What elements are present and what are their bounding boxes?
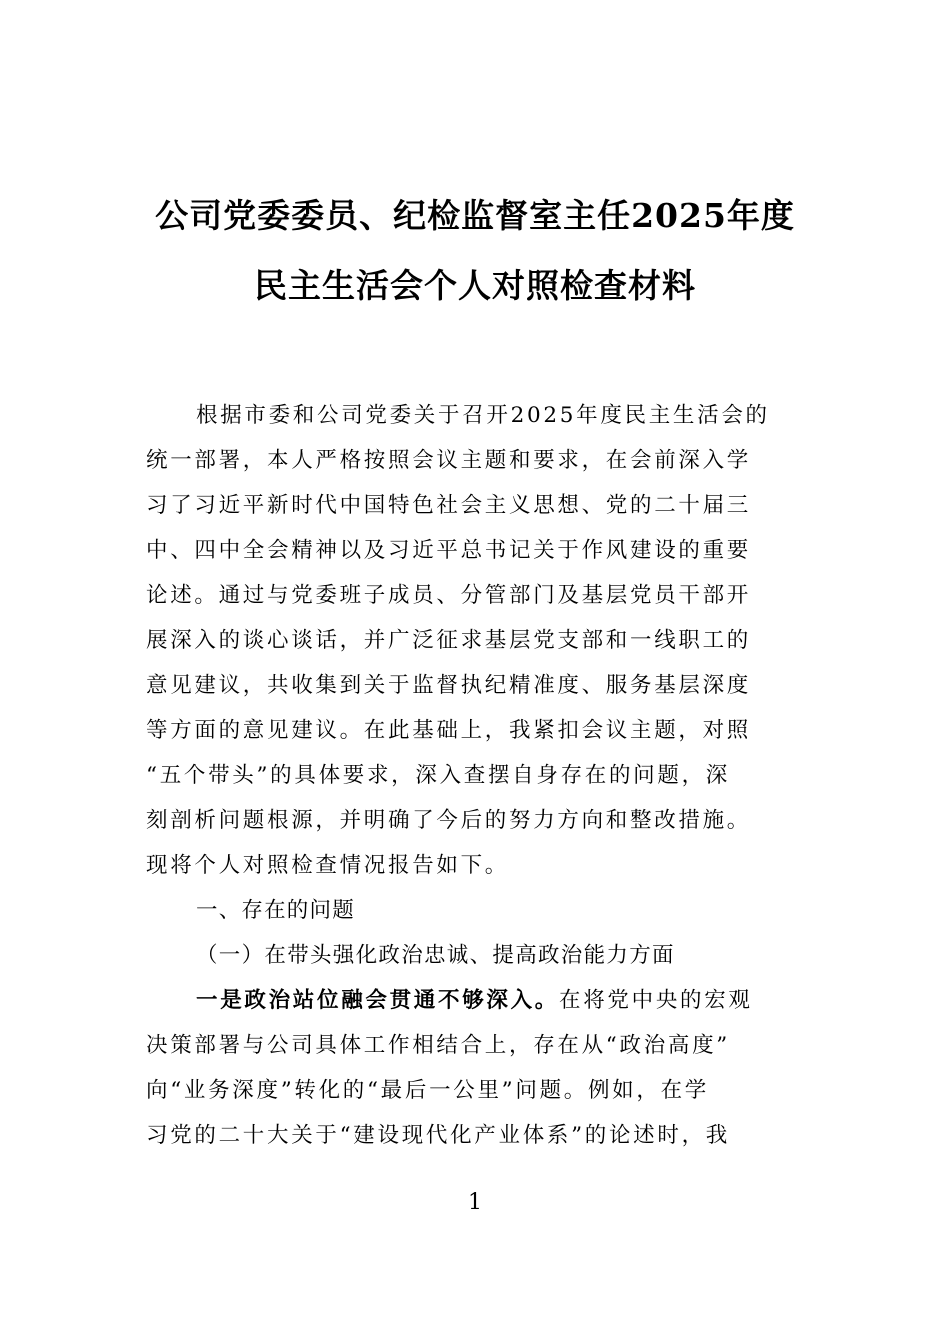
point-one-line: 向“业务深度”转化的“最后一公里”问题。例如，在学 xyxy=(146,1078,709,1103)
intro-paragraph-line: 等方面的意见建议。在此基础上，我紧扣会议主题，对照 xyxy=(146,718,752,743)
intro-paragraph-line: 刻剖析问题根源，并明确了今后的努力方向和整改措施。 xyxy=(146,808,752,833)
intro-paragraph-line: 展深入的谈心谈话，并广泛征求基层党支部和一线职工的 xyxy=(146,628,752,653)
document-title-line-1: 公司党委委员、纪检监督室主任2025年度 xyxy=(155,196,795,235)
section-heading: 一、存在的问题 xyxy=(196,898,355,923)
point-one-lead: 一是政治站位融会贯通不够深入。 xyxy=(196,988,560,1013)
subsection-heading: （一）在带头强化政治忠诚、提高政治能力方面 xyxy=(196,943,675,968)
point-one-line: 决策部署与公司具体工作相结合上，存在从“政治高度” xyxy=(146,1033,730,1058)
intro-paragraph-line: 中、四中全会精神以及习近平总书记关于作风建设的重要 xyxy=(146,538,752,563)
intro-paragraph-line: 论述。通过与党委班子成员、分管部门及基层党员干部开 xyxy=(146,583,752,608)
intro-paragraph-line: 统一部署，本人严格按照会议主题和要求，在会前深入学 xyxy=(146,448,752,473)
point-one-line: 习党的二十大关于“建设现代化产业体系”的论述时，我 xyxy=(146,1123,730,1148)
intro-paragraph-line: 根据市委和公司党委关于召开2025年度民主生活会的 xyxy=(196,403,770,428)
document-title-line-2: 民主生活会个人对照检查材料 xyxy=(254,266,696,305)
intro-paragraph-line: 现将个人对照检查情况报告如下。 xyxy=(146,853,510,878)
point-one-text: 在将党中央的宏观 xyxy=(559,988,753,1013)
intro-paragraph-line: 意见建议，共收集到关于监督执纪精准度、服务基层深度 xyxy=(146,673,752,698)
intro-paragraph-line: “五个带头”的具体要求，深入查摆自身存在的问题，深 xyxy=(146,763,730,788)
intro-paragraph-line: 习了习近平新时代中国特色社会主义思想、党的二十届三 xyxy=(146,493,752,518)
page-number: 1 xyxy=(468,1190,482,1215)
point-one-first-line xyxy=(196,981,806,1021)
